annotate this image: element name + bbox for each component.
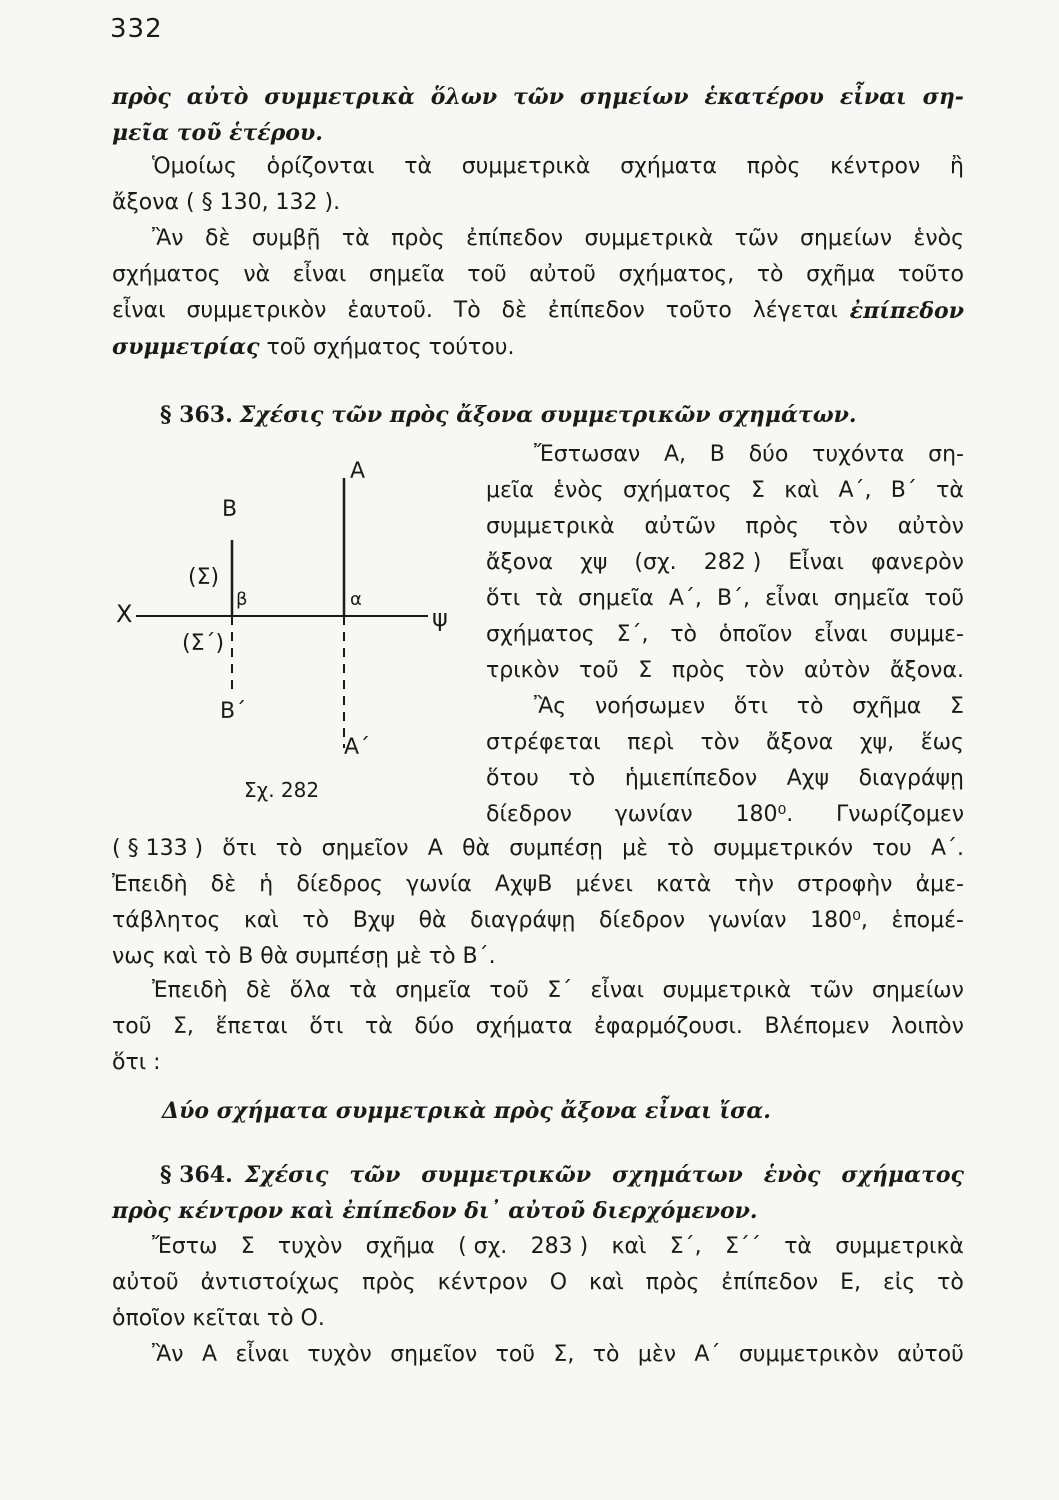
word: εἶναι: [292, 262, 347, 287]
label-a-prime: Α΄: [344, 735, 371, 760]
word: συμμετρικόν: [713, 836, 854, 861]
word: πρὸς: [391, 226, 445, 251]
label-psi: ψ: [432, 604, 448, 632]
word: ἑαυτοῦ.: [347, 298, 433, 323]
word: ἐπίπεδον: [547, 298, 645, 323]
word: τὸ: [796, 694, 824, 719]
word: τοῦτο: [897, 262, 964, 287]
word: ὅτι: [486, 586, 521, 611]
word: καὶ: [588, 1270, 624, 1295]
word: τάβλητος: [112, 908, 221, 933]
word: λέγεται: [752, 298, 838, 323]
word: Σ: [240, 1234, 255, 1259]
word: Σ: [751, 478, 765, 503]
word: διαγράψῃ: [858, 766, 964, 791]
word: ἡμιεπίπεδον: [624, 766, 758, 791]
word: τὸν: [700, 730, 740, 755]
word: Βλέπομεν: [764, 1014, 870, 1039]
word: σημεῖα: [578, 586, 654, 611]
word: πρὸς: [671, 658, 726, 683]
p3-line3-text: [112, 296, 838, 326]
word: λοιπὸν: [890, 1014, 964, 1039]
word: ὁποῖον: [718, 622, 793, 647]
s363-g2: [112, 1012, 964, 1042]
word: αὐτὸν: [897, 514, 964, 539]
word: 282 ): [703, 550, 762, 575]
word: ση-: [928, 442, 964, 467]
word: τὸ: [670, 622, 698, 647]
s363-g3: ὅτι :: [112, 1050, 161, 1075]
word: ὁρίζονται: [266, 154, 375, 179]
section-363-number: § 363.: [160, 402, 233, 428]
word: τὴν: [734, 872, 774, 897]
label-a: Α: [350, 459, 366, 484]
s363-f2: [112, 870, 964, 900]
word: θὰ: [462, 836, 491, 861]
word: σχήματα: [620, 154, 718, 179]
word: ἢ: [950, 154, 964, 179]
p3-line4-text: τοῦ σχήματος τούτου.: [266, 335, 515, 360]
word: διαγράψῃ: [470, 908, 576, 933]
word: χψ: [580, 550, 608, 575]
p3-line2: [112, 260, 964, 290]
word: δύο: [414, 1014, 455, 1039]
word: ἄξονα.: [889, 658, 964, 683]
word: δὲ: [501, 298, 527, 323]
word: τῶν: [734, 226, 779, 251]
word: αὐτοῦ: [112, 1270, 179, 1295]
word: ση-: [922, 84, 964, 110]
word: Ὁμοίως: [152, 154, 237, 179]
p3-line4-term: συμμετρίας: [112, 334, 260, 360]
section-364-heading-line1: [160, 1160, 964, 1190]
word: Α΄,: [838, 478, 872, 503]
word: τοῦ: [495, 1342, 536, 1367]
word: 283 ): [530, 1234, 589, 1259]
word: σημεῖον: [390, 1342, 478, 1367]
word: γωνία: [406, 872, 472, 897]
s363-r2: [486, 476, 964, 506]
section-364-heading-line2: πρὸς κέντρον καὶ ἐπίπεδον δι᾽ αὐτοῦ διερχόμενον.: [112, 1198, 758, 1224]
word: δὲ: [246, 978, 272, 1003]
word: εἶναι: [814, 622, 868, 647]
word: πρὸς: [112, 84, 171, 110]
word: τὰ: [349, 978, 377, 1003]
word: νὰ: [243, 262, 271, 287]
s364-t3: ὁποῖον κεῖται τὸ Ο.: [112, 1306, 325, 1331]
word: καὶ: [243, 908, 279, 933]
word: Αχψ: [786, 766, 829, 791]
word: σχήματος: [112, 262, 221, 287]
word: τὸ: [302, 908, 330, 933]
word: ἐπίπεδον: [466, 226, 564, 251]
word: τὸ: [667, 836, 694, 861]
word: συμμετρικὰ: [584, 226, 714, 251]
word: πρὸς: [745, 514, 800, 539]
word: ἕπεται: [215, 1014, 288, 1039]
word: ἕως: [920, 730, 964, 755]
word: (σχ.: [634, 550, 677, 575]
word: σχήματος: [486, 622, 595, 647]
word: σημεῖα: [833, 586, 910, 611]
word: εἰς: [882, 1270, 916, 1295]
word: μὲν: [637, 1342, 677, 1367]
s363-r5: [486, 584, 964, 614]
word: Α,: [663, 442, 686, 467]
word: σχήματα: [475, 1014, 573, 1039]
p2-line1: [152, 152, 964, 182]
word: δύο: [748, 442, 789, 467]
p2-line2: ἄξονα ( § 130, 132 ).: [112, 190, 341, 215]
word: ὅλα: [289, 978, 331, 1003]
word: Β΄,: [716, 586, 751, 611]
word: ἐπίπεδον: [721, 1270, 819, 1295]
s363-f4: νως καὶ τὸ Β θὰ συμπέσῃ μὲ τὸ Β΄.: [112, 944, 496, 969]
word: συμμετρικὸν: [738, 1342, 879, 1367]
word: μένει: [575, 872, 633, 897]
word: τὸν: [745, 658, 785, 683]
word: σημεῖον: [321, 836, 409, 861]
p3-line3: [112, 296, 964, 326]
word: τῶν: [349, 1162, 401, 1188]
word: αὐτὸν: [803, 658, 871, 683]
word: σχήματος: [623, 478, 732, 503]
word: Ἔστωσαν: [534, 442, 641, 467]
word: ἄξονα: [766, 730, 834, 755]
label-alpha: α: [350, 589, 362, 610]
label-sigma-prime: (Σ΄): [182, 631, 225, 656]
word: Εἶναι: [788, 550, 844, 575]
word: 180⁰,: [810, 908, 868, 933]
word: εἶναι: [839, 84, 907, 110]
word: τυχὸν: [277, 1234, 343, 1259]
word: σημείων: [579, 84, 689, 110]
word: Σ΄,: [669, 1234, 702, 1259]
word: φανερὸν: [871, 550, 964, 575]
word: ἄξονα: [486, 550, 554, 575]
figure-282-drawing: [110, 448, 480, 778]
word: μεῖα: [486, 478, 534, 503]
s363-r10: [486, 764, 964, 794]
p3-line3-term: ἐπίπεδον: [849, 298, 964, 324]
word: Β: [709, 442, 725, 467]
word: γωνίαν: [708, 908, 787, 933]
word: εἶναι: [590, 978, 645, 1003]
word: κατὰ: [656, 872, 712, 897]
word: τῶν: [512, 84, 564, 110]
word: δίεδρος: [296, 872, 383, 897]
s364-t2: [112, 1268, 964, 1298]
word: Γνωρίζομεν: [836, 802, 964, 827]
word: χψ,: [859, 730, 895, 755]
word: θὰ: [418, 908, 447, 933]
word: Ἐπειδὴ: [112, 872, 188, 897]
word: Β΄: [890, 478, 917, 503]
word: Α΄.: [930, 836, 964, 861]
word: ὅλων: [430, 84, 498, 110]
word: τὰ: [404, 154, 432, 179]
word: καὶ: [611, 1234, 647, 1259]
word: τυχόντα: [812, 442, 905, 467]
word: Ἂς: [534, 694, 567, 719]
word: μὲ: [622, 836, 649, 861]
word: δίεδρον: [599, 908, 686, 933]
word: Α΄: [694, 1342, 721, 1367]
word: Σ΄,: [616, 622, 649, 647]
word: συμβῇ: [251, 226, 321, 251]
word: τὸ: [592, 1342, 620, 1367]
label-sigma: (Σ): [188, 565, 220, 590]
label-chi: Χ: [116, 600, 133, 628]
word: τοῦ: [489, 978, 529, 1003]
word: τὰ: [784, 1234, 812, 1259]
s364-t1: [152, 1232, 964, 1262]
word: ἑνὸς: [553, 478, 604, 503]
s363-f3: [112, 906, 964, 936]
s363-r3: [486, 512, 964, 542]
word: Σχέσις: [244, 1162, 329, 1188]
word: πρὸς: [645, 1270, 700, 1295]
word: Α΄,: [668, 586, 702, 611]
word: Σ΄΄: [724, 1234, 761, 1259]
word: ὅτι: [309, 1014, 344, 1039]
section-363-title: Σχέσις τῶν πρὸς ἄξονα συμμετρικῶν σχημάτων.: [239, 402, 857, 428]
word: σχημάτων: [612, 1162, 743, 1188]
figure-282: [110, 448, 480, 808]
word: τὸ: [937, 1270, 964, 1295]
word: σχήματος,: [618, 262, 735, 287]
word: στροφὴν: [797, 872, 893, 897]
word: τῶν: [809, 978, 854, 1003]
word: σημείων: [871, 978, 964, 1003]
label-beta: β: [236, 589, 248, 610]
word: συμμετρικὰ: [662, 978, 792, 1003]
word: στρέφεται: [486, 730, 601, 755]
word: τὰ: [341, 226, 370, 251]
word: ( σχ.: [458, 1234, 508, 1259]
word: κέντρον: [437, 1270, 528, 1295]
word: Ο: [549, 1270, 568, 1295]
word: συμμετρικὰ: [461, 154, 591, 179]
p3-line1: [152, 224, 964, 254]
word: ὅτου: [486, 766, 539, 791]
word: του: [872, 836, 912, 861]
word: ἡ: [259, 872, 274, 897]
word: εἶναι: [112, 298, 166, 323]
word: αὐτοῦ: [897, 1342, 964, 1367]
word: Α: [427, 836, 443, 861]
word: δὲ: [205, 226, 231, 251]
word: σχήματος: [841, 1162, 964, 1188]
word: Α: [201, 1342, 218, 1367]
figure-caption: Σχ. 282: [244, 778, 320, 802]
theorem-statement: Δύο σχήματα συμμετρικὰ πρὸς ἄξονα εἶναι ἴσα.: [162, 1098, 771, 1124]
s364-t4: [152, 1340, 964, 1370]
word: σχῆμα: [365, 1234, 435, 1259]
word: σχῆμα: [852, 694, 922, 719]
p3-line4: [112, 332, 514, 363]
word: ἐφαρμόζουσι.: [594, 1014, 743, 1039]
word: αὐτοῦ: [529, 262, 596, 287]
word: κέντρον: [830, 154, 921, 179]
word: τὸ: [568, 766, 596, 791]
word: συμπέσῃ: [509, 836, 603, 861]
word: συμμε-: [889, 622, 964, 647]
word: συμμετρικῶν: [421, 1162, 592, 1188]
word: ἑκατέρου: [704, 84, 824, 110]
word: τυχὸν: [307, 1342, 372, 1367]
word: ἀντιστοίχως: [200, 1270, 341, 1295]
section-364-number: § 364.: [160, 1162, 233, 1188]
word: συμμετρικὰ: [264, 84, 415, 110]
word: περὶ: [627, 730, 674, 755]
section-364-title-line1: [245, 1160, 964, 1190]
s363-r8: [534, 692, 964, 722]
word: τοῦ: [924, 586, 964, 611]
word: συμμετρικὸν: [186, 298, 327, 323]
word: συμμετρικὰ: [486, 514, 615, 539]
word: σημείων: [800, 226, 892, 251]
word: εἶναι: [235, 1342, 290, 1367]
word: Σ΄: [547, 978, 573, 1003]
s363-r6: [486, 620, 964, 650]
word: ὅτι: [733, 694, 769, 719]
word: Ἐπειδὴ: [152, 978, 228, 1003]
word: Σ: [638, 658, 653, 683]
word: αὐτὸ: [186, 84, 249, 110]
word: τὰ: [365, 1014, 393, 1039]
word: τοῦτο: [665, 298, 732, 323]
word: τοῦ: [579, 658, 619, 683]
s363-g1: [152, 976, 964, 1006]
s363-r1: [534, 440, 964, 470]
word: ἑπομέ-: [891, 908, 964, 933]
word: Ε,: [840, 1270, 862, 1295]
word: πρὸς: [362, 1270, 416, 1295]
word: Σ: [950, 694, 964, 719]
word: Ἔστω: [152, 1234, 218, 1259]
word: δίεδρον: [486, 802, 572, 827]
word: Σ,: [173, 1014, 194, 1039]
word: καὶ: [784, 478, 820, 503]
word: 180⁰.: [735, 802, 794, 827]
word: πρὸς: [746, 154, 801, 179]
p1-line2: μεῖα τοῦ ἑτέρου.: [112, 120, 323, 146]
word: συμμετρικὰ: [835, 1234, 964, 1259]
page-number: 332: [110, 14, 163, 44]
word: ἑνὸς: [763, 1162, 821, 1188]
word: τὰ: [535, 586, 563, 611]
word: Σ,: [553, 1342, 575, 1367]
word: εἶναι: [765, 586, 819, 611]
word: τρικὸν: [486, 658, 560, 683]
word: ἑνὸς: [913, 226, 964, 251]
word: δὲ: [210, 872, 237, 897]
s363-f1: [112, 834, 964, 864]
word: τὰ: [936, 478, 964, 503]
word: τοῦ: [467, 262, 507, 287]
word: ( § 133 ): [112, 836, 204, 861]
word: ΑχψΒ: [494, 872, 553, 897]
s363-r4: [486, 548, 964, 578]
word: σημεῖα: [395, 978, 472, 1003]
word: νοήσωμεν: [594, 694, 706, 719]
word: σχῆμα: [806, 262, 876, 287]
label-b-prime: Β΄: [220, 699, 247, 724]
word: τὸ: [756, 262, 784, 287]
section-363-heading: [160, 400, 857, 431]
s363-r9: [486, 728, 964, 758]
word: ὅτι: [222, 836, 257, 861]
label-b: Β: [222, 497, 238, 522]
s363-r7: [486, 656, 964, 686]
word: αὐτῶν: [644, 514, 716, 539]
word: τὸν: [828, 514, 868, 539]
word: Ἂν: [152, 1342, 184, 1367]
s363-r11: [486, 800, 964, 830]
word: ἀμε-: [915, 872, 964, 897]
p1-line1: [112, 82, 964, 112]
word: γωνίαν: [614, 802, 693, 827]
word: τὸ: [275, 836, 303, 861]
word: Ἂν: [152, 226, 184, 251]
word: Βχψ: [352, 908, 396, 933]
word: τοῦ: [112, 1014, 152, 1039]
word: σημεῖα: [368, 262, 445, 287]
word: Τὸ: [453, 298, 481, 323]
